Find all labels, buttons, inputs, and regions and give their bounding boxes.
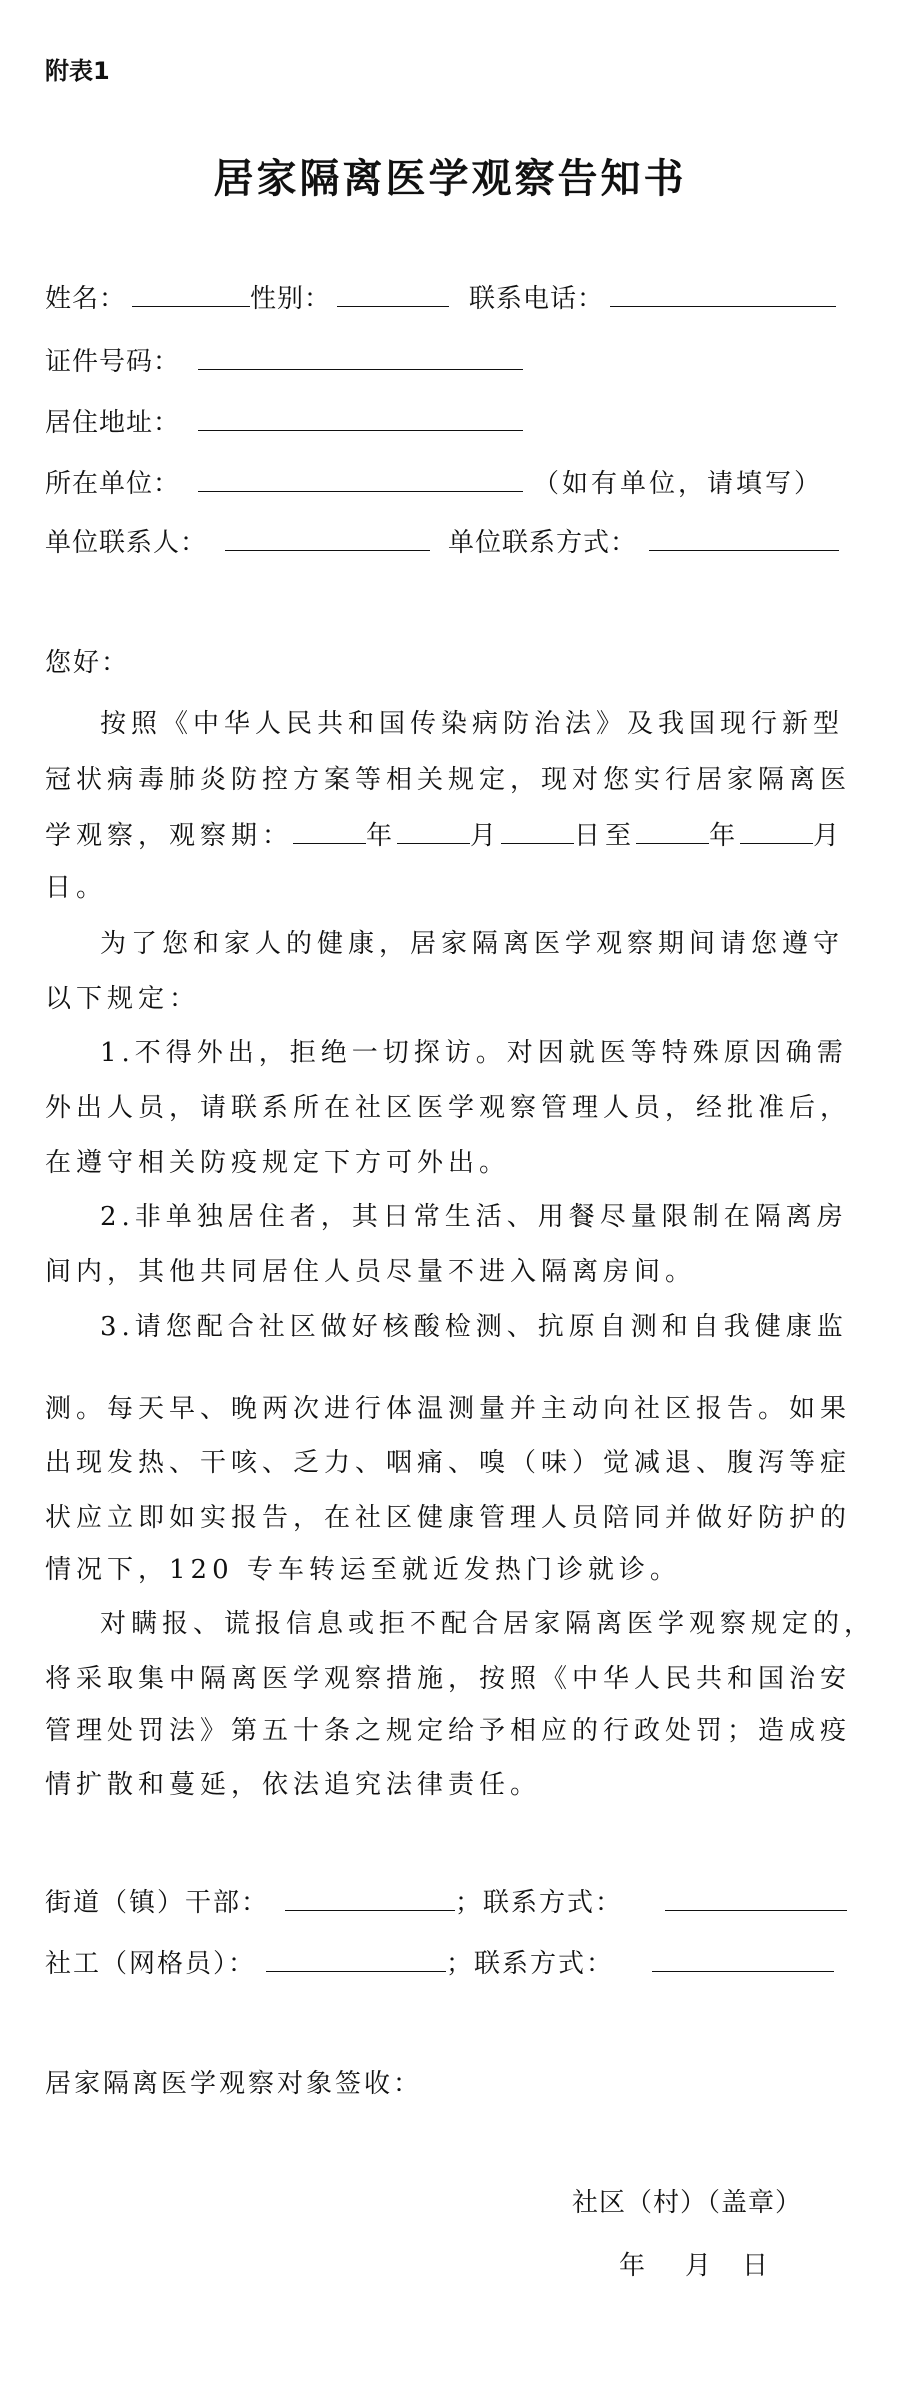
penalty-line: 情扩散和蔓延，依法追究法律责任。 <box>45 1770 542 1800</box>
rules-intro-line: 以下规定： <box>45 984 201 1014</box>
penalty-line: 管理处罚法》第五十条之规定给予相应的行政处罚；造成疫 <box>45 1716 852 1746</box>
greeting: 您好： <box>45 648 130 678</box>
rule-3-line: 情况下，120 专车转运至就近发热门诊就诊。 <box>45 1555 681 1585</box>
grid-worker-blank <box>266 1945 446 1972</box>
rule-3-line: 状应立即如实报告，在社区健康管理人员陪同并做好防护的 <box>45 1503 852 1533</box>
intro-line: 按照《中华人民共和国传染病防治法》及我国现行新型 <box>100 709 845 739</box>
contact-method-label: ；联系方式： <box>446 1949 615 1979</box>
id-blank <box>198 343 523 370</box>
street-cadre-blank <box>285 1884 455 1911</box>
rule-3-line: 3.请您配合社区做好核酸检测、抗原自测和自我健康监 <box>100 1312 848 1342</box>
annex-label: 附表1 <box>45 57 110 85</box>
street-cadre-row <box>45 1884 847 1920</box>
phone-label: 联系电话： <box>469 284 605 314</box>
rule-2-line: 2.非单独居住者，其日常生活、用餐尽量限制在隔离房 <box>100 1202 848 1232</box>
intro-line: 冠状病毒肺炎防控方案等相关规定，现对您实行居家隔离医 <box>45 765 852 795</box>
community-stamp: 社区（村）（盖章） <box>572 2188 803 2218</box>
street-cadre-label: 街道（镇）干部： <box>45 1888 270 1918</box>
rule-1-line: 1.不得外出，拒绝一切探访。对因就医等特殊原因确需 <box>100 1038 848 1068</box>
rule-1-line: 在遵守相关防疫规定下方可外出。 <box>45 1148 511 1178</box>
grid-worker-contact-blank <box>652 1945 834 1972</box>
date-day: 日 <box>742 2251 769 2281</box>
period-unit: 年 <box>366 821 398 851</box>
gender-label: 性别： <box>250 284 332 314</box>
address-label: 居住地址： <box>45 408 181 438</box>
employer-contact-method-label: 单位联系方式： <box>448 528 638 558</box>
gender-blank <box>337 280 449 307</box>
rule-3-line: 测。每天早、晚两次进行体温测量并主动向社区报告。如果 <box>45 1394 852 1424</box>
form-row-personal <box>45 280 836 316</box>
signature-label: 居家隔离医学观察对象签收： <box>45 2069 423 2099</box>
penalty-line: 将采取集中隔离医学观察措施，按照《中华人民共和国治安 <box>45 1664 852 1694</box>
end-month-blank <box>740 817 813 844</box>
grid-worker-row <box>45 1945 834 1981</box>
contact-method-label: ；联系方式： <box>455 1888 624 1918</box>
form-row-id <box>45 343 523 379</box>
rule-2-line: 间内，其他共同居住人员尽量不进入隔离房间。 <box>45 1257 697 1287</box>
employer-contact-method-blank <box>649 524 839 551</box>
employer-label: 所在单位： <box>45 469 181 499</box>
form-row-employer-contact <box>45 524 839 560</box>
employer-contact-label: 单位联系人： <box>45 528 208 558</box>
phone-blank <box>610 280 836 307</box>
rules-intro-line: 为了您和家人的健康，居家隔离医学观察期间请您遵守 <box>100 929 845 959</box>
period-unit: 年 <box>709 821 741 851</box>
start-year-blank <box>293 817 366 844</box>
rule-1-line: 外出人员，请联系所在社区医学观察管理人员，经批准后， <box>45 1093 852 1123</box>
employer-contact-blank <box>225 524 430 551</box>
employer-blank <box>198 465 523 492</box>
signature-date <box>619 2248 768 2284</box>
penalty-line: 对瞒报、谎报信息或拒不配合居家隔离医学观察规定的， <box>100 1609 876 1639</box>
name-label: 姓名： <box>45 284 127 314</box>
employer-note: （如有单位，请填写） <box>533 469 824 499</box>
id-label: 证件号码： <box>45 347 181 377</box>
date-month: 月 <box>685 2251 712 2281</box>
period-unit: 月 <box>813 821 845 851</box>
name-blank <box>132 280 250 307</box>
grid-worker-label: 社工（网格员）： <box>45 1949 257 1979</box>
form-row-employer <box>45 465 823 501</box>
intro-line: 日。 <box>45 873 108 903</box>
address-blank <box>198 404 523 431</box>
end-year-blank <box>636 817 709 844</box>
observation-period-line <box>45 817 844 853</box>
date-year: 年 <box>619 2251 646 2281</box>
start-day-blank <box>501 817 574 844</box>
rule-3-line: 出现发热、干咳、乏力、咽痛、嗅（味）觉减退、腹泻等症 <box>45 1448 852 1478</box>
start-month-blank <box>397 817 470 844</box>
period-unit: 日至 <box>574 821 637 851</box>
street-cadre-contact-blank <box>665 1884 847 1911</box>
observation-period-prefix: 学观察，观察期： <box>45 821 294 851</box>
form-row-address <box>45 404 523 440</box>
document-title: 居家隔离医学观察告知书 <box>213 155 687 202</box>
period-unit: 月 <box>470 821 502 851</box>
